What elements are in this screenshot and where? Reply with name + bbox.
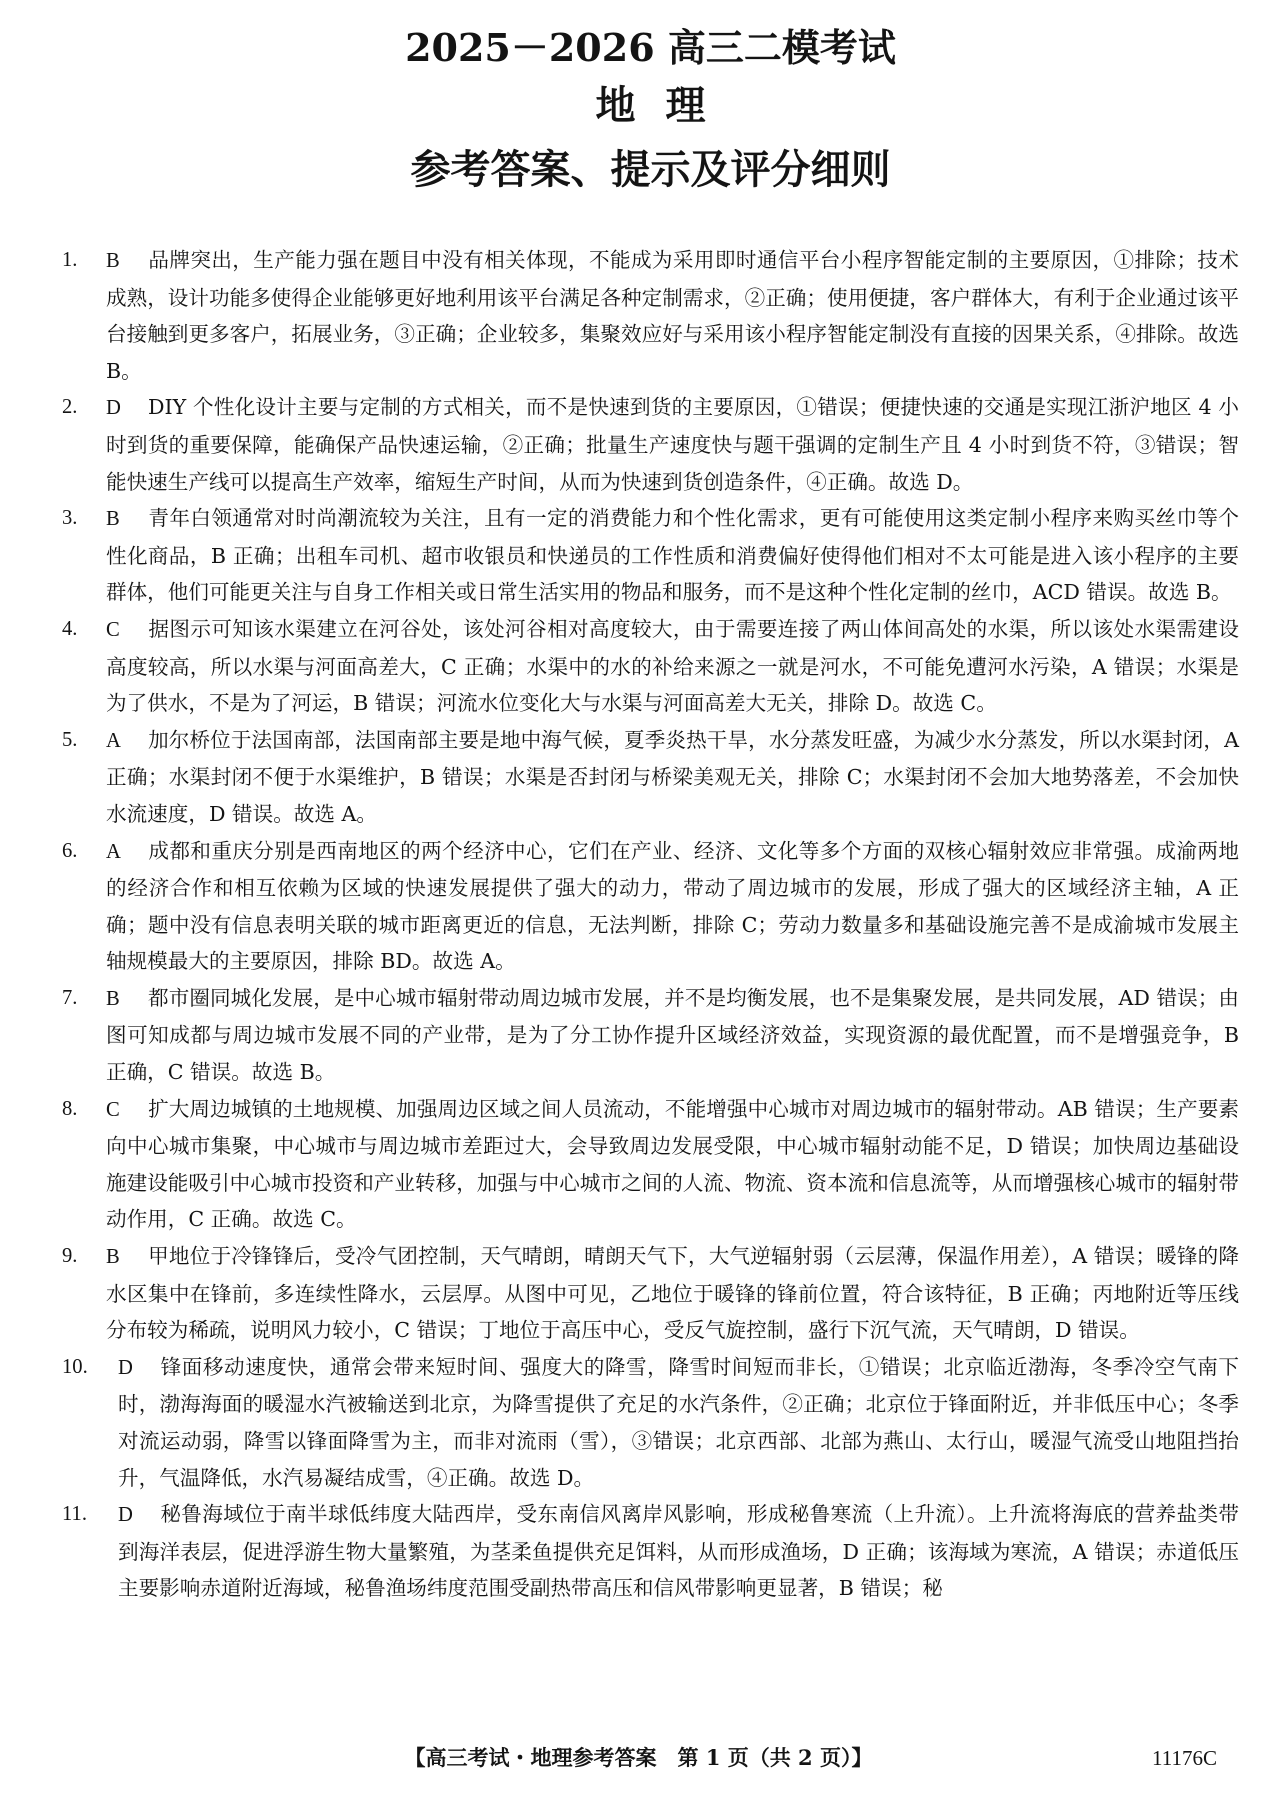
answer-choice: C [106, 1098, 120, 1121]
exam-title: 2025－2026 高三二模考试 [405, 25, 896, 70]
answer-explanation: 青年白领通常对时尚潮流较为关注，且有一定的消费能力和个性化需求，更有可能使用这类定制小程序来购买丝巾等个性化商品，B 正确；出租车司机、超市收银员和快递员的工作性质和消费偏好使得他们相对不太可能是进入该小程序的主要群体，他们可能更关注与自身工作相关或日常生活实用的物品和服务，而不是这种个性化定制的丝巾，ACD 错误。故选 B。 [106, 506, 1239, 605]
answer-choice: B [106, 250, 120, 272]
question-number: 5. [62, 728, 78, 751]
question-number: 2. [62, 396, 78, 419]
answer-item-11 [62, 1496, 1239, 1607]
question-number: 6. [62, 839, 78, 862]
answer-choice: B [106, 987, 120, 1010]
answer-choice: D [118, 1356, 133, 1379]
answer-item-3 [62, 500, 1239, 611]
answer-item-2 [62, 389, 1239, 500]
answer-item-6 [62, 833, 1239, 980]
answer-explanation: 都市圈同城化发展，是中心城市辐射带动周边城市发展，并不是均衡发展，也不是集聚发展，是共同发展，AD 错误；由图可知成都与周边城市发展不同的产业带，是为了分工协作提升区域经济效益，实现资源的最优配置，而不是增强竞争，B 正确，C 错误。故选 B。 [106, 985, 1239, 1085]
page-footer [0, 1742, 1277, 1774]
answer-explanation: 甲地位于冷锋锋后，受冷气团控制，天气晴朗，晴朗天气下，大气逆辐射弱（云层薄，保温作用差），A 错误；暖锋的降水区集中在锋前，多连续性降水，云层厚。从图中可见，乙地位于暖锋的锋前位置，符合该特征，B 正确；丙地附近等压线分布较为稀疏，说明风力较小，C 错误；丁地位于高压中心，受反气旋控制，盛行下沉气流，天气晴朗，D 错误。 [106, 1244, 1239, 1343]
answer-item-10 [62, 1349, 1239, 1496]
question-number: 7. [62, 986, 78, 1009]
answer-item-9 [62, 1238, 1239, 1349]
answer-explanation: 成都和重庆分别是西南地区的两个经济中心，它们在产业、经济、文化等多个方面的双核心辐射效应非常强。成渝两地的经济合作和相互依赖为区域的快速发展提供了强大的动力，带动了周边城市的发展，形成了强大的区域经济主轴，A 正确；题中没有信息表明关联的城市距离更近的信息，无法判断，排除 C；劳动力数量多和基础设施完善不是成渝城市发展主轴规模最大的主要原因，排除 BD。故选 A。 [106, 838, 1239, 974]
question-number: 8. [62, 1097, 78, 1120]
answer-item-4 [62, 611, 1239, 722]
question-number: 10. [62, 1355, 88, 1378]
question-number: 3. [62, 507, 78, 530]
question-number: 9. [62, 1245, 78, 1268]
question-number: 1. [62, 249, 78, 271]
answer-choice: D [106, 397, 121, 420]
answer-choice: A [106, 729, 121, 752]
answer-explanation: 秘鲁海域位于南半球低纬度大陆西岸，受东南信风离岸风影响，形成秘鲁寒流（上升流）。上升流将海底的营养盐类带到海洋表层，促进浮游生物大量繁殖，为茎柔鱼提供充足饵料，从而形成渔场，D 正确；该海域为寒流，A 错误；赤道低压主要影响赤道附近海域，秘鲁渔场纬度范围受副热带高压和信风带影响更显著，B 错误；秘 [118, 1502, 1239, 1601]
answer-item-7 [62, 980, 1239, 1091]
answer-explanation: 锋面移动速度快，通常会带来短时间、强度大的降雪，降雪时间短而非长，①错误；北京临近渤海，冬季冷空气南下时，渤海海面的暖湿水汽被输送到北京，为降雪提供了充足的水汽条件，②正确；北京位于锋面附近，并非低压中心；冬季对流运动弱，降雪以锋面降雪为主，而非对流雨（雪），③错误；北京西部、北部为燕山、太行山，暖湿气流受山地阻挡抬升，气温降低，水汽易凝结成雪，④正确。故选 D。 [118, 1354, 1239, 1490]
answer-item-1 [62, 242, 1239, 389]
answer-choice: D [118, 1504, 133, 1527]
answer-choice: B [106, 508, 120, 531]
answer-list [62, 242, 1239, 1607]
answer-choice: C [106, 618, 120, 641]
answer-item-5 [62, 722, 1239, 833]
answer-explanation: DIY 个性化设计主要与定制的方式相关，而不是快速到货的主要原因，①错误；便捷快速的交通是实现江浙沪地区 4 小时到货的重要保障，能确保产品快速运输，②正确；批量生产速度快与题干强调的定制生产且 4 小时到货不符，③错误；智能快速生产线可以提高生产效率，缩短生产时间，从而为快速到货创造条件，④正确。故选 D。 [106, 395, 1239, 494]
document-header [62, 22, 1239, 202]
answer-choice: B [106, 1246, 120, 1269]
answer-explanation: 扩大周边城镇的土地规模、加强周边区域之间人员流动，不能增强中心城市对周边城市的辐射带动。AB 错误；生产要素向中心城市集聚，中心城市与周边城市差距过大，会导致周边发展受限，中心城市辐射动能不足，D 错误；加快周边基础设施建设能吸引中心城市投资和产业转移，加强与中心城市之间的人流、物流、资本流和信息流等，从而增强核心城市的辐射带动作用，C 正确。故选 C。 [106, 1096, 1239, 1232]
answer-item-8 [62, 1091, 1239, 1238]
answer-explanation: 品牌突出，生产能力强在题目中没有相关体现，不能成为采用即时通信平台小程序智能定制的主要原因，①排除；技术成熟，设计功能多使得企业能够更好地利用该平台满足各种定制需求，②正确；使用便捷，客户群体大，有利于企业通过该平台接触到更多客户，拓展业务，③正确；企业较多，集聚效应好与采用该小程序智能定制没有直接的因果关系，④排除。故选 B。 [106, 248, 1239, 383]
document-subtitle: 参考答案、提示及评分细则 [410, 146, 891, 193]
answer-choice: A [106, 840, 121, 863]
question-number: 4. [62, 617, 78, 640]
question-number: 11. [62, 1503, 87, 1526]
footer-code: 11176C [1152, 1746, 1217, 1770]
subject-title: 地理 [595, 82, 736, 129]
answer-explanation: 据图示可知该水渠建立在河谷处，该处河谷相对高度较大，由于需要连接了两山体间高处的水渠，所以该处水渠需建设高度较高，所以水渠与河面高差大，C 正确；水渠中的水的补给来源之一就是河水，不可能免遭河水污染，A 错误；水渠是为了供水，不是为了河运，B 错误；河流水位变化大与水渠与河面高差大无关，排除 D。故选 C。 [106, 616, 1239, 716]
footer-page-info: 【高三考试・地理参考答案 第 1 页（共 2 页）】 [404, 1745, 873, 1770]
answer-explanation: 加尔桥位于法国南部，法国南部主要是地中海气候，夏季炎热干旱，水分蒸发旺盛，为减少水分蒸发，所以水渠封闭，A 正确；水渠封闭不便于水渠维护，B 错误；水渠是否封闭与桥梁美观无关，排除 C；水渠封闭不会加大地势落差，不会加快水流速度，D 错误。故选 A。 [106, 727, 1239, 826]
